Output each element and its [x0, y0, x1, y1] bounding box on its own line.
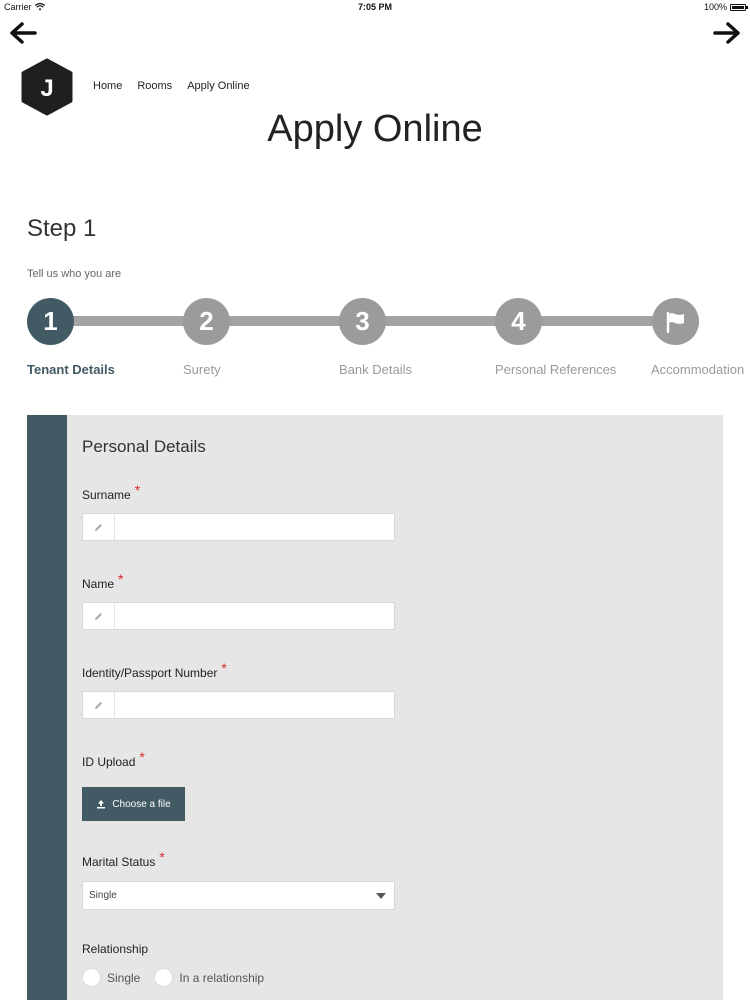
- marital-status-label-text: Marital Status: [82, 855, 156, 869]
- name-field[interactable]: [82, 602, 395, 630]
- name-label-text: Name: [82, 577, 115, 591]
- step-1-circle[interactable]: 1: [27, 298, 74, 345]
- arrow-left-icon: [8, 20, 38, 46]
- step-label-personal-references[interactable]: Personal References: [495, 362, 617, 377]
- choose-file-label: Choose a file: [112, 798, 171, 810]
- surname-input[interactable]: [115, 514, 394, 540]
- back-button[interactable]: [8, 20, 38, 46]
- choose-file-button[interactable]: [82, 787, 185, 821]
- radio-button[interactable]: [154, 968, 173, 987]
- panel-accent-bar: [27, 415, 67, 1000]
- id-number-field[interactable]: [82, 691, 395, 719]
- required-mark: *: [134, 482, 141, 498]
- arrow-right-icon: [712, 20, 742, 46]
- pencil-icon: [83, 692, 115, 718]
- flag-icon: [664, 311, 688, 333]
- name-input[interactable]: [115, 603, 394, 629]
- radio-button[interactable]: [82, 968, 101, 987]
- breadcrumb: [93, 80, 250, 92]
- name-label: [82, 571, 124, 591]
- id-number-input[interactable]: [115, 692, 394, 718]
- step-4-circle[interactable]: 4: [495, 298, 542, 345]
- step-label-bank-details[interactable]: Bank Details: [339, 362, 412, 377]
- surname-label: [82, 482, 141, 502]
- relationship-label: Relationship: [82, 942, 149, 956]
- id-number-label: [82, 660, 227, 680]
- relationship-options: [82, 968, 278, 987]
- radio-single-label: Single: [107, 970, 141, 985]
- marital-status-value: Single: [89, 890, 117, 901]
- step-subtitle: Tell us who you are: [27, 268, 122, 280]
- section-title: Personal Details: [82, 437, 206, 456]
- step-3-circle[interactable]: 3: [339, 298, 386, 345]
- id-upload-label: [82, 749, 145, 769]
- marital-status-label: [82, 849, 165, 869]
- step-label-surety[interactable]: Surety: [183, 362, 221, 377]
- breadcrumb-rooms[interactable]: Rooms: [137, 80, 173, 92]
- battery-icon: [730, 4, 746, 11]
- step-2-circle[interactable]: 2: [183, 298, 230, 345]
- marital-status-select[interactable]: [82, 881, 395, 910]
- form-panel: [27, 415, 723, 1000]
- surname-label-text: Surname: [82, 488, 131, 502]
- required-mark: *: [159, 849, 165, 865]
- logo-letter: J: [40, 75, 54, 102]
- breadcrumb-apply-online[interactable]: Apply Online: [187, 80, 250, 92]
- step-label-tenant-details[interactable]: Tenant Details: [27, 362, 115, 377]
- pencil-icon: [83, 603, 115, 629]
- battery-indicator: [704, 2, 746, 12]
- upload-icon: [96, 799, 106, 809]
- breadcrumb-home[interactable]: Home: [93, 80, 123, 92]
- surname-field[interactable]: [82, 513, 395, 541]
- pencil-icon: [83, 514, 115, 540]
- battery-percent: 100%: [703, 2, 727, 12]
- step-5-circle[interactable]: [652, 298, 699, 345]
- step-label-accommodation[interactable]: Accommodation: [651, 362, 745, 377]
- id-upload-label-text: ID Upload: [82, 755, 136, 769]
- status-time: 7:05 PM: [357, 2, 392, 12]
- status-bar: [0, 0, 750, 14]
- page-title: Apply Online: [267, 108, 483, 150]
- radio-single[interactable]: [82, 968, 140, 987]
- forward-button[interactable]: [712, 20, 742, 46]
- radio-in-a-relationship-label: In a relationship: [179, 970, 265, 985]
- required-mark: *: [118, 571, 124, 587]
- required-mark: *: [221, 660, 227, 676]
- caret-down-icon: [376, 893, 386, 899]
- id-number-label-text: Identity/Passport Number: [82, 666, 218, 680]
- carrier-text: Carrier: [4, 2, 32, 12]
- radio-in-a-relationship[interactable]: [154, 968, 264, 987]
- required-mark: *: [139, 749, 145, 765]
- step-title: Step 1: [27, 215, 97, 242]
